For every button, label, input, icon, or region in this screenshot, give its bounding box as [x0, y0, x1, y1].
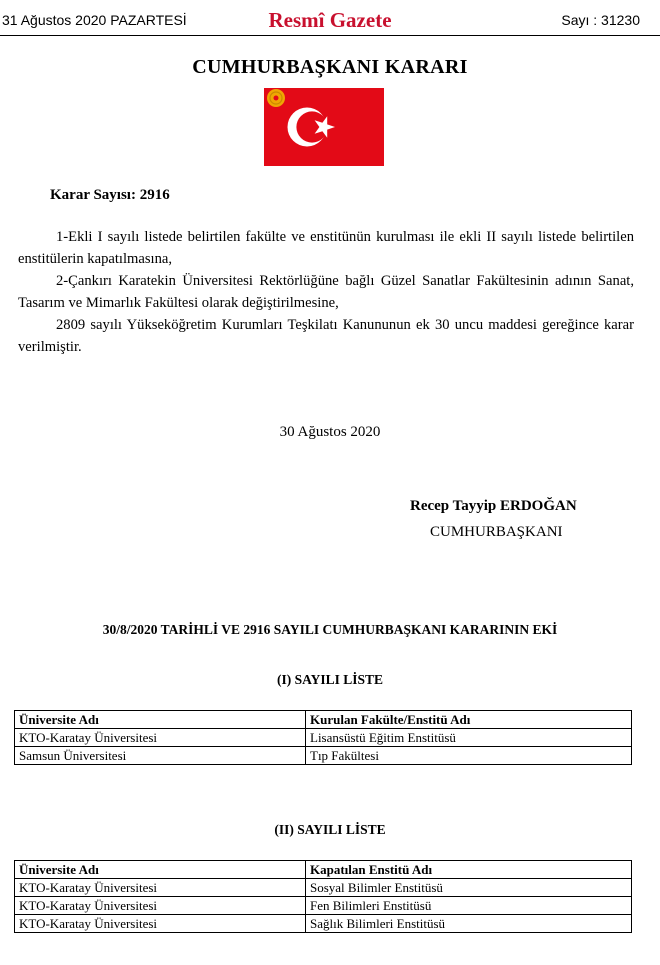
table-header-row — [15, 861, 632, 879]
table-cell: KTO-Karatay Üniversitesi — [15, 879, 306, 897]
table-cell: Lisansüstü Eğitim Enstitüsü — [306, 729, 632, 747]
table-row — [15, 879, 632, 897]
signatory-title: CUMHURBAŞKANI — [430, 524, 563, 540]
decision-number: Karar Sayısı: 2916 — [50, 187, 170, 203]
list-1-title: (I) SAYILI LİSTE — [276, 672, 384, 687]
paragraph-1: 1-Ekli I sayılı listede belirtilen fakülte ve enstitünün kurulması ile ekli II sayılı listede belirtilen enstitülerin kapatılmasına, — [18, 229, 634, 267]
decision-body — [18, 226, 634, 358]
signatory-name: Recep Tayyip ERDOĞAN — [410, 498, 577, 514]
table-header-row — [15, 711, 632, 729]
gazette-name: Resmî Gazete — [268, 8, 392, 32]
list-2-table — [14, 860, 632, 933]
column-header: Üniversite Adı — [15, 711, 306, 729]
table-cell: Fen Bilimleri Enstitüsü — [306, 897, 632, 915]
column-header: Kapatılan Enstitü Adı — [306, 861, 632, 879]
decision-date: 30 Ağustos 2020 — [279, 424, 381, 440]
paragraph-2: 2-Çankırı Karatekin Üniversitesi Rektörlüğüne bağlı Güzel Sanatlar Fakültesinin adının Sanat, Tasarım ve Mimarlık Fakültesi olarak değiştirilmesine, — [18, 273, 634, 311]
table-row — [15, 729, 632, 747]
table-cell: Sosyal Bilimler Enstitüsü — [306, 879, 632, 897]
list-1-table — [14, 710, 632, 765]
header-divider — [0, 35, 660, 36]
header-date: 31 Ağustos 2020 PAZARTESİ — [2, 12, 187, 28]
paragraph-3: 2809 sayılı Yükseköğretim Kurumları Teşkilatı Kanununun ek 30 uncu maddesi gereğince karar verilmiştir. — [18, 317, 634, 355]
page-title: CUMHURBAŞKANI KARARI — [192, 56, 468, 78]
table-row — [15, 915, 632, 933]
list-2-title: (II) SAYILI LİSTE — [274, 822, 386, 837]
table-cell: Sağlık Bilimleri Enstitüsü — [306, 915, 632, 933]
annex-title: 30/8/2020 TARİHLİ VE 2916 SAYILI CUMHURBAŞKANI KARARININ EKİ — [102, 622, 558, 637]
table-row — [15, 747, 632, 765]
table-cell: KTO-Karatay Üniversitesi — [15, 915, 306, 933]
table-cell: KTO-Karatay Üniversitesi — [15, 729, 306, 747]
table-cell: KTO-Karatay Üniversitesi — [15, 897, 306, 915]
issue-number: Sayı : 31230 — [561, 12, 640, 28]
column-header: Üniversite Adı — [15, 861, 306, 879]
table-row — [15, 897, 632, 915]
column-header: Kurulan Fakülte/Enstitü Adı — [306, 711, 632, 729]
table-cell: Tıp Fakültesi — [306, 747, 632, 765]
table-cell: Samsun Üniversitesi — [15, 747, 306, 765]
presidential-seal-icon — [266, 88, 286, 108]
